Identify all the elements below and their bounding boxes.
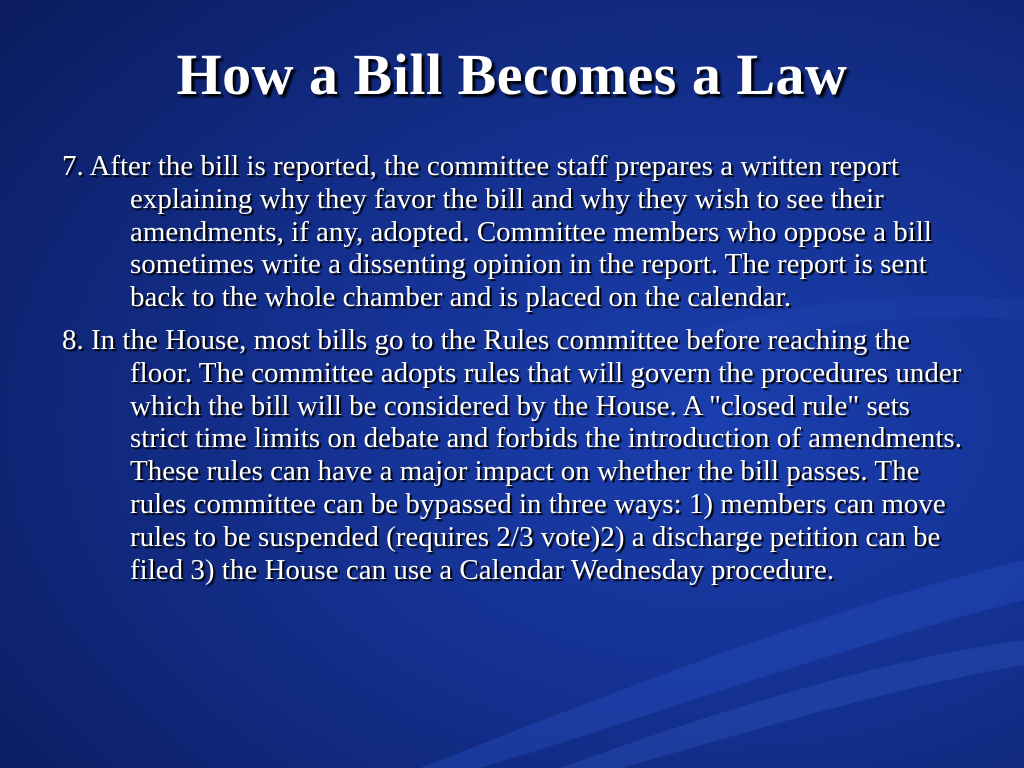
slide-title: How a Bill Becomes a Law xyxy=(176,42,848,107)
paragraph-8: 8. In the House, most bills go to the Rules committee before reaching the floor. The committee adopts rules that will govern the procedures under which the bill will be considered by the House. A "closed rule" sets strict time limits on debate and forbids the introduction of amendments. These rules can have a major impact on whether the bill passes. The rules committee can be bypassed in three ways: 1) members can move rules to be suspended (requires 2/3 vote)2) a discharge petition can be filed 3) the House can use a Calendar Wednesday procedure. xyxy=(62,323,962,586)
paragraph-7: 7. After the bill is reported, the committee staff prepares a written report explaining why they favor the bill and why they wish to see their amendments, if any, adopted. Committee members who oppose a bill sometimes write a dissenting opinion in the report. The report is sent back to the whole chamber and is placed on the calendar. xyxy=(62,150,932,314)
slide-body xyxy=(62,150,967,596)
